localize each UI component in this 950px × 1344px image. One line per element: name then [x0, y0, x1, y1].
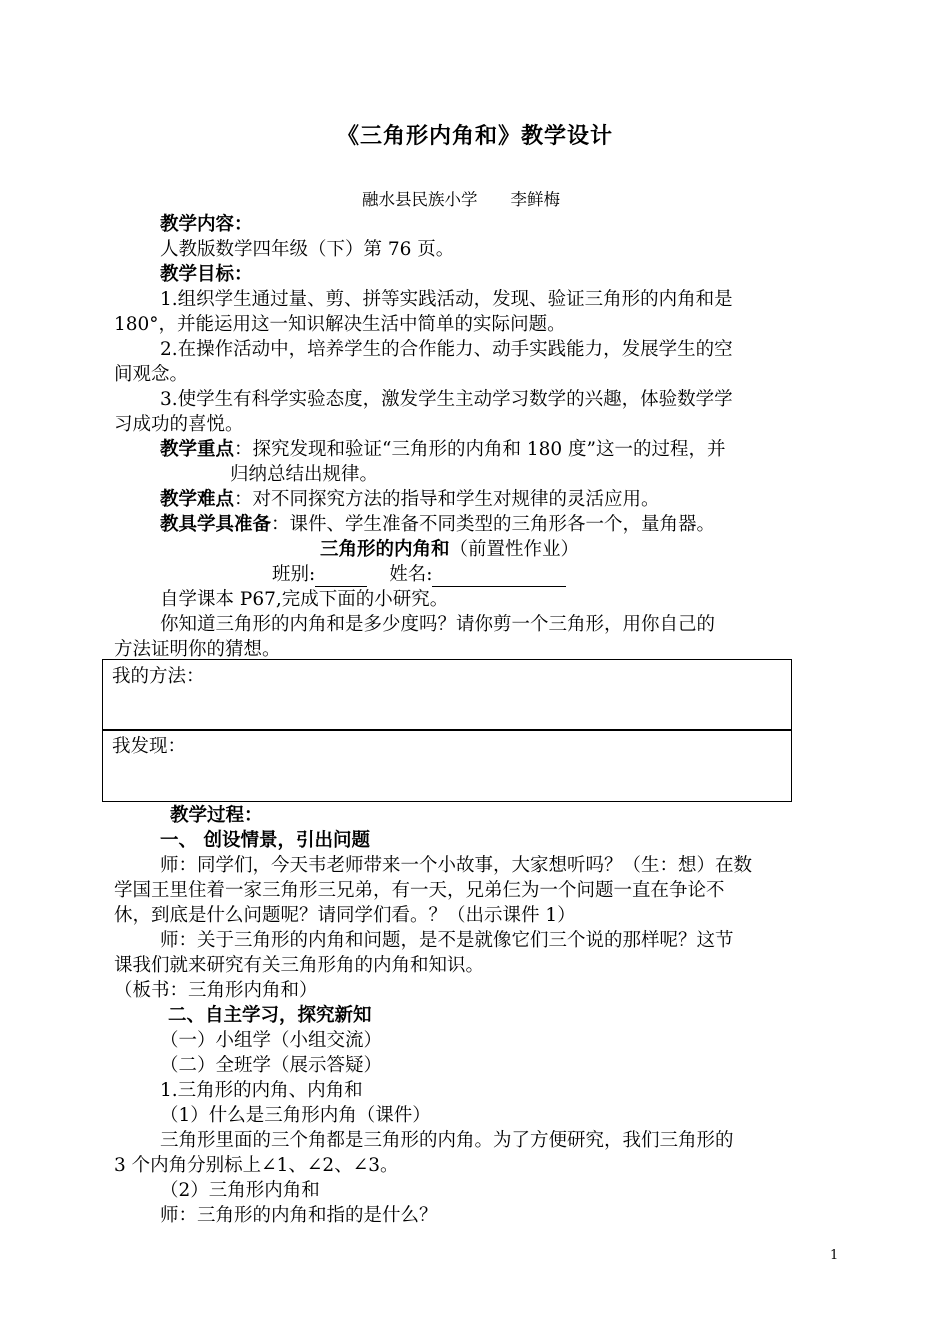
name-blank[interactable] [432, 566, 566, 587]
objectives-heading: 教学目标： [160, 264, 253, 285]
subsection-1: （一）小组学（小组交流） [160, 1030, 383, 1051]
section-2-heading: 二、自主学习，探究新知 [168, 1005, 372, 1026]
objective-3-line-a: 3.使学生有科学实验态度，激发学生主动学习数学的兴趣，体验数学学 [160, 389, 733, 410]
worksheet-instruction: 自学课本 P67,完成下面的小研究。 [160, 589, 449, 610]
finding-answer-box[interactable] [102, 729, 792, 802]
question-1: （1）什么是三角形内角（课件） [160, 1105, 431, 1126]
paragraph-2-line-b: 课我们就来研究有关三角形角的内角和知识。 [114, 955, 485, 976]
objective-1-line-a: 1.组织学生通过量、剪、拼等实践活动，发现、验证三角形的内角和是 [160, 289, 733, 310]
key-point-label: 教学重点 [160, 439, 235, 460]
difficulty-label: 教学难点 [160, 489, 235, 510]
key-point-line-b: 归纳总结出规律。 [230, 464, 379, 485]
objective-3-line-b: 习成功的喜悦。 [114, 414, 244, 435]
tools-line: 教具学具准备：课件、学生准备不同类型的三角形各一个，量角器。 [160, 514, 716, 535]
objective-2-line-b: 间观念。 [114, 364, 189, 385]
author-line: 融水县民族小学 李鲜梅 [362, 190, 560, 209]
subsection-2: （二）全班学（展示答疑） [160, 1055, 383, 1076]
page-title: 《三角形内角和》教学设计 [336, 123, 613, 149]
content-text: 人教版数学四年级（下）第 76 页。 [160, 239, 455, 260]
method-label: 我的方法： [112, 666, 205, 687]
worksheet-question-b: 方法证明你的猜想。 [114, 639, 281, 660]
class-name-line [272, 562, 950, 587]
difficulty-line: 教学难点：对不同探究方法的指导和学生对规律的灵活应用。 [160, 489, 660, 510]
paragraph-1-line-a: 师：同学们，今天韦老师带来一个小故事，大家想听吗？（生：想）在数 [160, 855, 753, 876]
item-1: 1.三角形的内角、内角和 [160, 1080, 363, 1101]
process-heading: 教学过程： [170, 805, 263, 826]
tools-label: 教具学具准备 [160, 514, 272, 535]
objective-1-line-b: 180°，并能运用这一知识解决生活中简单的实际问题。 [114, 314, 566, 335]
question-2: （2）三角形内角和 [160, 1180, 320, 1201]
class-blank[interactable] [315, 566, 367, 587]
finding-label: 我发现： [112, 736, 187, 757]
worksheet-question-a: 你知道三角形的内角和是多少度吗？请你剪一个三角形，用你自己的 [160, 614, 716, 635]
key-point-line-a: 教学重点：探究发现和验证“三角形的内角和 180 度”这一的过程，并 [160, 439, 726, 460]
paragraph-1-line-c: 休，到底是什么问题呢？请同学们看。？（出示课件 1） [114, 905, 576, 926]
paragraph-3-line-a: 三角形里面的三个角都是三角形的内角。为了方便研究，我们三角形的 [160, 1130, 734, 1151]
paragraph-1-line-b: 学国王里住着一家三角形三兄弟，有一天，兄弟仨为一个问题一直在争论不 [114, 880, 725, 901]
paragraph-3-line-b: 3 个内角分别标上∠1、∠2、∠3。 [114, 1155, 399, 1176]
worksheet-title: 三角形的内角和（前置性作业） [320, 539, 580, 560]
section-1-heading: 一、 创设情景，引出问题 [160, 830, 370, 851]
content-heading: 教学内容： [160, 214, 253, 235]
name-label: 姓名: [389, 564, 433, 585]
class-label: 班别: [272, 564, 316, 585]
paragraph-2-line-a: 师：关于三角形的内角和问题，是不是就像它们三个说的那样呢？这节 [160, 930, 734, 951]
method-answer-box[interactable] [102, 659, 792, 731]
board-note: （板书：三角形内角和） [114, 980, 318, 1001]
paragraph-4: 师：三角形的内角和指的是什么？ [160, 1205, 438, 1226]
objective-2-line-a: 2.在操作活动中，培养学生的合作能力、动手实践能力，发展学生的空 [160, 339, 733, 360]
page-number: 1 [830, 1248, 839, 1263]
